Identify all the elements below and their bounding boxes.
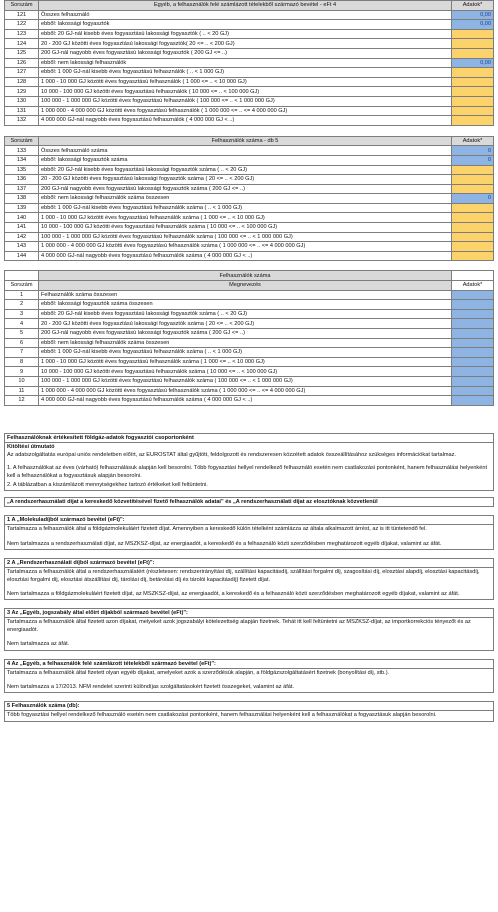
row-number: 125	[5, 48, 39, 58]
row-number: 7	[5, 348, 39, 358]
data-input-cell[interactable]	[452, 290, 494, 300]
row-label: 1 000 000 - 4 000 000 GJ közötti éves fogyasztású felhasználók ( 1 000 000 <= .. <= 4 000 000 GJ)	[39, 106, 452, 116]
table-row	[5, 329, 494, 339]
definition-paragraph: Nem tartalmazza a rendszerhasználati díjat, az MSZKSZ-díjat, az energiaadót, a kereskedő és a felhasználó közti szerződésben meghatározott egyéb díjakat, valamint az áfát.	[7, 540, 442, 547]
row-number: 9	[5, 367, 39, 377]
definition-section	[4, 701, 494, 721]
definition-section	[4, 659, 494, 694]
row-label: ebből: 1 000 GJ-nál kisebb éves fogyasztású felhasználók ( .. < 1 000 GJ)	[39, 68, 452, 78]
data-input-cell[interactable]	[452, 116, 494, 126]
data-input-cell[interactable]: 0,00	[452, 58, 494, 68]
data-input-cell[interactable]	[452, 29, 494, 39]
row-label: 200 GJ-nál nagyobb éves fogyasztású lakossági fogyasztók száma ( 200 GJ <= ..)	[39, 329, 452, 339]
row-number: 11	[5, 386, 39, 396]
data-input-cell[interactable]	[452, 348, 494, 358]
data-input-cell[interactable]	[452, 329, 494, 339]
data-input-cell[interactable]	[452, 87, 494, 97]
row-label: 100 000 - 1 000 000 GJ közötti éves fogyasztású felhasználók száma ( 100 000 <= .. < 1 000 000 GJ)	[39, 232, 452, 242]
table-row	[5, 223, 494, 233]
row-label: ebből: nem lakossági felhasználók	[39, 58, 452, 68]
row-label: ebből: lakossági fogyasztók száma összesen	[39, 300, 452, 310]
table-row	[5, 106, 494, 116]
row-number: 124	[5, 39, 39, 49]
row-number: 126	[5, 58, 39, 68]
row-label: ebből: 20 GJ-nál kisebb éves fogyasztású lakossági fogyasztók száma ( .. < 20 GJ)	[39, 309, 452, 319]
table-row	[5, 58, 494, 68]
instructions-paragraph: 2. A táblázatban a kiszámlázott mennyiségekhez tartozó értékeket kell feltüntetni.	[7, 481, 208, 488]
row-label: ebből: 1 000 GJ-nál kisebb éves fogyasztású felhasználók száma ( .. < 1 000 GJ)	[39, 348, 452, 358]
row-number: 135	[5, 165, 39, 175]
col-sorszam: Sorszám	[5, 136, 39, 146]
row-label: 1 000 - 10 000 GJ közötti éves fogyasztású felhasználók ( 1 000 <= .. < 10 000 GJ)	[39, 77, 452, 87]
table-row	[5, 203, 494, 213]
data-input-cell[interactable]	[452, 203, 494, 213]
definition-section	[4, 558, 494, 600]
data-input-cell[interactable]	[452, 213, 494, 223]
row-number: 130	[5, 96, 39, 106]
users-count-table-header	[5, 136, 494, 146]
col-title: Felhasználók száma - db 5	[39, 136, 452, 146]
table-row	[5, 309, 494, 319]
definition-section	[4, 515, 494, 550]
row-number: 139	[5, 203, 39, 213]
col-title: Egyéb, a felhasználók felé számlázott tételekből származó bevétel - eFt 4	[39, 1, 452, 11]
row-number: 8	[5, 357, 39, 367]
row-number: 141	[5, 223, 39, 233]
table-row	[5, 194, 494, 204]
definition-section	[4, 608, 494, 650]
definitions-sections	[4, 515, 494, 721]
row-number: 3	[5, 309, 39, 319]
data-input-cell[interactable]: 0	[452, 146, 494, 156]
report-page	[4, 0, 494, 722]
data-input-cell[interactable]: 0	[452, 194, 494, 204]
row-label: ebből: nem lakossági felhasználók száma összesen	[39, 338, 452, 348]
row-number: 134	[5, 155, 39, 165]
data-input-cell[interactable]	[452, 251, 494, 261]
row-number: 12	[5, 396, 39, 406]
table-row	[5, 175, 494, 185]
table-row	[5, 338, 494, 348]
table-row	[5, 10, 494, 20]
data-input-cell[interactable]	[452, 396, 494, 406]
users-summary-table-header	[5, 281, 494, 291]
instructions-box	[4, 433, 494, 492]
users-summary-table	[4, 270, 494, 405]
definition-paragraph: Több fogyasztási hellyel rendelkező felhasználó esetén nem csatlakozási pontonként, hanem felhasználási helyenként kell a felhasználókat a fogyasztásuk alapján besorolni.	[7, 712, 437, 719]
instructions-paragraph: Az adatszolgáltatás európai uniós rendeletben előírt, az EUROSTAT által gyűjtött, feldolgozott és rendszeresen közzétett adatok összeállításához szükséges információkat tartalmaz.	[7, 451, 456, 458]
table-row	[5, 386, 494, 396]
row-number: 4	[5, 319, 39, 329]
definition-heading: 2 A „Rendszerhasználati díjból származó bevétel (eFt)":	[5, 559, 493, 568]
row-label: Összes felhasználó	[39, 10, 452, 20]
definition-paragraph: Tartalmazza a felhasználók által fizetett azon díjakat, melyeket azok jogszabályi kötelezettség alapján fizetnek. Tehát itt kell feltüntetni az MSZKSZ-díjat, az importkorrekciós tényezőt és az energiaadót.	[7, 619, 471, 633]
table-row	[5, 376, 494, 386]
table-row	[5, 39, 494, 49]
data-input-cell[interactable]	[452, 386, 494, 396]
definition-paragraph: Nem tartalmazza a 17/2013. NFM rendelet szerinti különdíjas szolgáltatásokért fizetett összegeket, valamint az áfát.	[7, 684, 294, 691]
table-row	[5, 232, 494, 242]
row-label: 20 - 200 GJ közötti éves fogyasztású lakossági fogyasztók száma ( 20 <= .. < 200 GJ)	[39, 319, 452, 329]
group-title: Felhasználók száma	[39, 271, 452, 281]
col-adatok: Adatok*	[452, 281, 494, 291]
table-row	[5, 396, 494, 406]
row-number: 138	[5, 194, 39, 204]
revenue-table	[4, 0, 494, 126]
data-input-cell[interactable]	[452, 357, 494, 367]
data-input-cell[interactable]	[452, 165, 494, 175]
row-label: 200 GJ-nál nagyobb éves fogyasztású lakossági fogyasztók ( 200 GJ <= ..)	[39, 48, 452, 58]
row-number: 132	[5, 116, 39, 126]
row-number: 6	[5, 338, 39, 348]
row-label: 100 000 - 1 000 000 GJ közötti éves fogyasztású felhasználók ( 100 000 <= .. < 1 000 000 GJ)	[39, 96, 452, 106]
row-number: 127	[5, 68, 39, 78]
table-row	[5, 357, 494, 367]
row-number: 10	[5, 376, 39, 386]
data-input-cell[interactable]	[452, 48, 494, 58]
row-label: 1 000 000 - 4 000 000 GJ közötti éves fogyasztású felhasználók száma ( 1 000 000 <= .. <= 4 000 000 GJ)	[39, 386, 452, 396]
table-row	[5, 165, 494, 175]
col-sorszam: Sorszám	[5, 281, 39, 291]
row-label: Összes felhasználó száma	[39, 146, 452, 156]
table-row	[5, 184, 494, 194]
row-label: 20 - 200 GJ közötti éves fogyasztású lakossági fogyasztók száma ( 20 <= .. < 200 GJ)	[39, 175, 452, 185]
row-label: 10 000 - 100 000 GJ közötti éves fogyasztású felhasználók száma ( 10 000 <= .. < 100 000 GJ)	[39, 367, 452, 377]
row-number: 5	[5, 329, 39, 339]
table-row	[5, 213, 494, 223]
instructions-paragraph: 1. A felhasználókat az éves (várható) felhasználásuk alapján kell besorolni. Több fogyasztási hellyel rendelkező felhasználó esetén nem csatlakozási pontonként, hanem felhasználási helyenként kell a felhasználókat a fogyasztásuk alapján besorolni.	[7, 465, 488, 479]
definition-heading: 5 Felhasználók száma (db):	[5, 702, 493, 711]
data-input-cell[interactable]	[452, 300, 494, 310]
row-number: 142	[5, 232, 39, 242]
data-input-cell[interactable]: 0,00	[452, 20, 494, 30]
table-row	[5, 116, 494, 126]
data-input-cell[interactable]	[452, 223, 494, 233]
row-number: 2	[5, 300, 39, 310]
instructions-subheading: Kitöltési útmutató	[5, 443, 493, 451]
row-label: 4 000 000 GJ-nál nagyobb éves fogyasztású felhasználók ( 4 000 000 GJ < ..)	[39, 116, 452, 126]
data-input-cell[interactable]	[452, 106, 494, 116]
table-row	[5, 20, 494, 30]
definition-paragraph: Tartalmazza a felhasználók által fizetett olyan egyéb díjakat, amelyeket azok a szerződésük alapján, a földgázszolgáltatásért fizetnek (bonyolítási díj, stb.).	[7, 669, 390, 676]
data-input-cell[interactable]	[452, 309, 494, 319]
data-input-cell[interactable]	[452, 96, 494, 106]
users-summary-group-header	[5, 271, 494, 281]
row-label: 1 000 000 - 4 000 000 GJ közötti éves fogyasztású felhasználók száma ( 1 000 000 <= .. <= 4 000 000 GJ)	[39, 242, 452, 252]
row-number: 129	[5, 87, 39, 97]
data-input-cell[interactable]	[452, 338, 494, 348]
row-label: ebből: lakossági fogyasztók száma	[39, 155, 452, 165]
definition-paragraph: Nem tartalmazza a földgázmolekuláért fizetett díjat, az MSZKSZ-díjat, az energiaadót, a kereskedő és a felhasználó közti szerződésben meghatározott egyéb díjakat, valamint az áfát.	[7, 591, 460, 597]
data-input-cell[interactable]	[452, 175, 494, 185]
instructions-heading: Felhasználóknak értékesített földgáz-adatok fogyasztói csoportonként	[5, 434, 493, 443]
definition-heading: 3 Az „Egyéb, jogszabály által előírt díjakból származó bevétel (eFt)":	[5, 609, 493, 618]
row-label: 4 000 000 GJ-nál nagyobb éves fogyasztású felhasználók száma ( 4 000 000 GJ < ..)	[39, 396, 452, 406]
row-label: ebből: 20 GJ-nál kisebb éves fogyasztású lakossági fogyasztók ( .. < 20 GJ)	[39, 29, 452, 39]
definition-paragraph: Tartalmazza a felhasználók által a földgázmolekuláért fizetett díjat. Amennyiben a kereskedő külön tételként számlázza az általa alkalmazott árrést, az is itt tüntetendő fel.	[7, 526, 427, 533]
data-input-cell[interactable]	[452, 184, 494, 194]
col-adatok: Adatok*	[452, 1, 494, 11]
row-number: 133	[5, 146, 39, 156]
data-input-cell[interactable]	[452, 319, 494, 329]
definition-paragraph: Tartalmazza a felhasználók által a rendszerhasználatért (részletesen: rendszerirányítási díj, szállítási kapacitásdíj, szállítási forgalmi díj, szagosítási díj, elosztási alapdíj, elosztási kapacitásdíj, elosztási forgalmi díj, elosztási átszállítási díj, tárolási díj, betárolási díj és tárolói kapacitásdíj) fizetett díjat.	[7, 569, 480, 583]
data-input-cell[interactable]	[452, 232, 494, 242]
table-row	[5, 29, 494, 39]
row-number: 123	[5, 29, 39, 39]
data-input-cell[interactable]	[452, 77, 494, 87]
table-row	[5, 348, 494, 358]
row-number: 1	[5, 290, 39, 300]
col-megnevezes: Megnevezés	[39, 281, 452, 291]
row-number: 128	[5, 77, 39, 87]
row-number: 136	[5, 175, 39, 185]
col-adatok: Adatok*	[452, 136, 494, 146]
row-label: 1 000 - 10 000 GJ közötti éves fogyasztású felhasználók száma ( 1 000 <= .. < 10 000 GJ)	[39, 357, 452, 367]
col-sorszam: Sorszám	[5, 1, 39, 11]
users-count-table	[4, 136, 494, 262]
row-label: Felhasználók száma összesen	[39, 290, 452, 300]
table-row	[5, 146, 494, 156]
table-row	[5, 251, 494, 261]
row-label: ebből: 1 000 GJ-nál kisebb éves fogyasztású felhasználók száma ( .. < 1 000 GJ)	[39, 203, 452, 213]
table-row	[5, 77, 494, 87]
data-input-cell[interactable]	[452, 39, 494, 49]
table-row	[5, 96, 494, 106]
row-number: 137	[5, 184, 39, 194]
row-number: 131	[5, 106, 39, 116]
definition-heading: 4 Az „Egyéb, a felhasználók felé számlázott tételekből származó bevétel (eFt)":	[5, 660, 493, 669]
table-row	[5, 300, 494, 310]
table-row	[5, 319, 494, 329]
row-label: 1 000 - 10 000 GJ közötti éves fogyasztású felhasználók száma ( 1 000 <= .. < 10 000 GJ)	[39, 213, 452, 223]
row-label: 200 GJ-nál nagyobb éves fogyasztású lakossági fogyasztók száma ( 200 GJ <= ..)	[39, 184, 452, 194]
data-input-cell[interactable]	[452, 242, 494, 252]
data-input-cell[interactable]	[452, 367, 494, 377]
row-number: 121	[5, 10, 39, 20]
definitions-title: „A rendszerhasználati díjat a kereskedő közvetítésével fizető felhasználók adatai" és „A rendszerhasználati díjat az elosztóknak közvetlenül	[4, 497, 494, 507]
row-label: ebből: lakossági fogyasztók	[39, 20, 452, 30]
table-row	[5, 242, 494, 252]
definition-heading: 1 A „Molekuladíjból származó bevétel (eFt)":	[5, 516, 493, 525]
data-input-cell[interactable]	[452, 376, 494, 386]
table-row	[5, 48, 494, 58]
row-label: 10 000 - 100 000 GJ közötti éves fogyasztású felhasználók ( 10 000 <= .. < 100 000 GJ)	[39, 87, 452, 97]
row-label: 100 000 - 1 000 000 GJ közötti éves fogyasztású felhasználók száma ( 100 000 <= .. < 1 000 000 GJ)	[39, 376, 452, 386]
row-label: ebből: nem lakossági felhasználók száma összesen	[39, 194, 452, 204]
table-row	[5, 155, 494, 165]
table-row	[5, 290, 494, 300]
table-row	[5, 367, 494, 377]
data-input-cell[interactable]	[452, 68, 494, 78]
row-number: 144	[5, 251, 39, 261]
table-row	[5, 68, 494, 78]
row-label: 20 - 200 GJ közötti éves fogyasztású lakossági fogyasztók( 20 <= .. < 200 GJ)	[39, 39, 452, 49]
row-number: 143	[5, 242, 39, 252]
row-number: 140	[5, 213, 39, 223]
row-label: 4 000 000 GJ-nál nagyobb éves fogyasztású felhasználók száma ( 4 000 000 GJ < ..)	[39, 251, 452, 261]
row-label: ebből: 20 GJ-nál kisebb éves fogyasztású lakossági fogyasztók száma ( .. < 20 GJ)	[39, 165, 452, 175]
data-input-cell[interactable]: 0,00	[452, 10, 494, 20]
revenue-table-header	[5, 1, 494, 11]
row-number: 122	[5, 20, 39, 30]
table-row	[5, 87, 494, 97]
data-input-cell[interactable]: 0	[452, 155, 494, 165]
definition-paragraph: Nem tartalmazza az áfát.	[7, 641, 70, 648]
row-label: 10 000 - 100 000 GJ közötti éves fogyasztású felhasználók száma ( 10 000 <= .. < 100 000 GJ)	[39, 223, 452, 233]
